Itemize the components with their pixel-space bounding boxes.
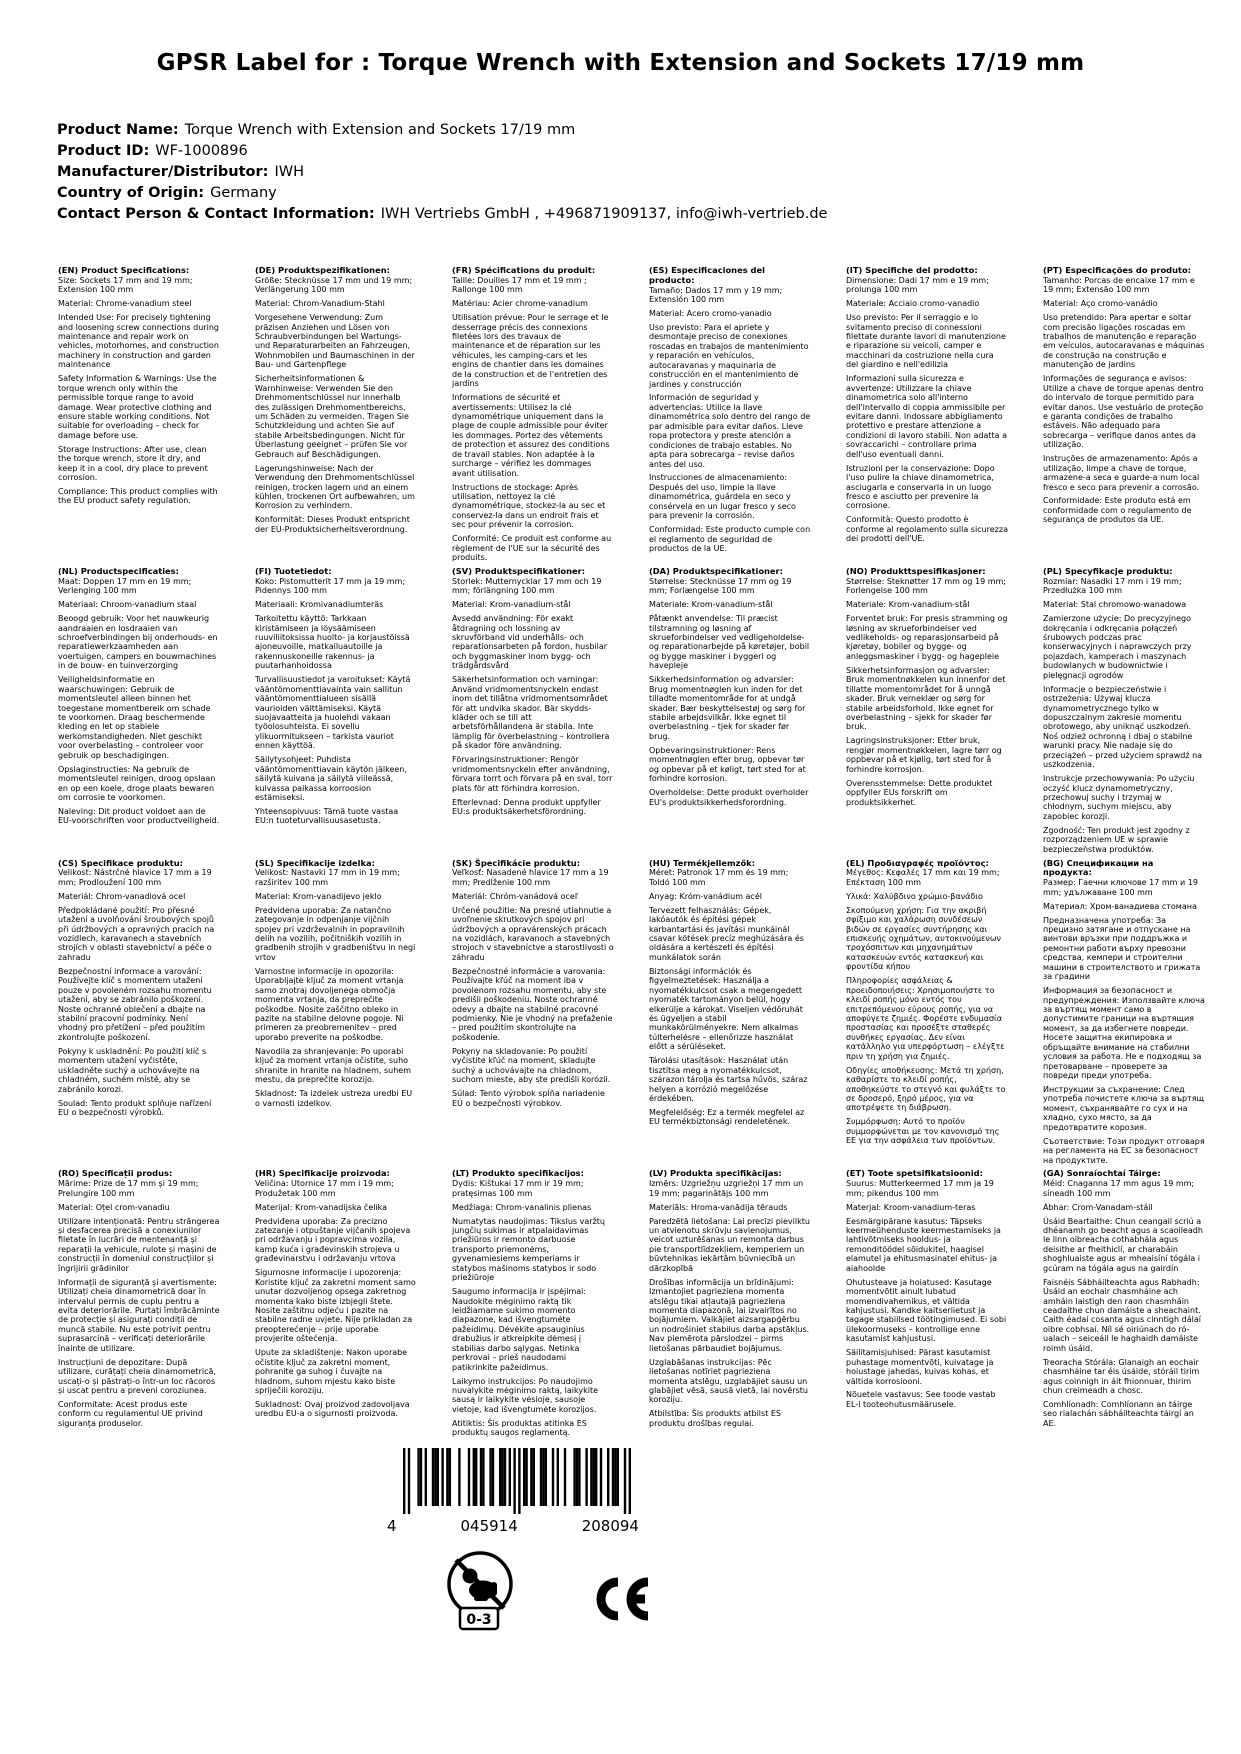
barcode-right-group: 208094	[581, 1517, 639, 1535]
spec-paragraph: Varnostne informacije in opozorila: Uporabljajte ključ za moment vrtanja samo znotraj dovoljenega območja momenta vrtanja, da preprečite poškodbe. Nosite zaščitno obleko in pazite na stabilne delovne pogoje. Ni primeren za preobremenitev – pred uporabo preverite na poškodbe.	[255, 966, 404, 1042]
age-warning-0-3-icon	[444, 1546, 516, 1646]
spec-block-ga	[1043, 1169, 1205, 1432]
spec-paragraph: Säilytysohjeet: Puhdista vääntömomenttiavain käytön jälkeen, säilytä kuivana ja säilytä viileässä, kuivassa paikassa korroosion estämiseksi.	[255, 755, 407, 802]
spec-paragraph: Zgodność: Ten produkt jest zgodny z rozporządzeniem UE w sprawie bezpieczeństwa produktów.	[1043, 825, 1190, 854]
spec-paragraph: Předpokládané použití: Pro přesné utažení a uvolňování šroubových spojů při údržbových a opravných pracích na vozidlech, karavanech a stavebních strojích v oblasti stavebnictví a péče o zahradu	[58, 905, 215, 962]
spec-block-bg	[1043, 859, 1205, 1170]
spec-block-es	[649, 266, 811, 558]
spec-paragraph: Istruzioni per la conservazione: Dopo l'uso pulire la chiave dinamometrica, asciugarla e conservarla in un luogo fresco e asciutto per prevenire la corrosione.	[846, 463, 995, 511]
spec-paragraph: Informations de sécurité et avertissements: Utilisez la clé dynamométrique uniquement dans la plage de couple admissible pour éviter les dommages. Portez des vêtements de protection et assurez des conditions de travail stables. Non adaptée à la surcharge – vérifiez les dommages avant utilisation.	[452, 393, 610, 478]
language-specs-grid	[58, 266, 1205, 1442]
spec-title: (RO) Specificații produs:	[58, 1168, 173, 1179]
spec-title: (PL) Specyfikacje produktu:	[1043, 566, 1173, 577]
spec-paragraph: Material: Chrom-Vanadium-Stahl	[255, 299, 385, 309]
spec-paragraph: Materiale: Krom-vanadium-stål	[649, 600, 773, 610]
spec-paragraph: Saugumo informacija ir įspėjimai: Naudokite mėginimo raktą tik leidžiamame sukimo momento diapazone, kad išvengtumėte pažeidimų. Dėvėkite apsauginius drabužius ir atkreipkite dėmesį į stabilias darbo sąlygas. Netinka perkrovai – prieš naudodami patikrinkite pažeidimus.	[452, 1287, 587, 1372]
spec-paragraph: Dimensione: Dadi 17 mm e 19 mm; prolunga 100 mm	[846, 275, 989, 295]
spec-block-fi	[255, 567, 417, 830]
spec-paragraph: Informazioni sulla sicurezza e avvertenze: Utilizzare la chiave dinamometrica solo all'interno dell'intervallo di coppia ammissibile per evitare danni. Indossare abbigliamento protettivo e prestare attenzione a condizioni di lavoro stabili. Non adatta a sovraccarichi – controllare prima dell'uso eventuali danni.	[846, 374, 1007, 459]
spec-paragraph: Mărime: Prize de 17 mm și 19 mm; Prelungire 100 mm	[58, 1179, 199, 1198]
spec-paragraph: Lagerungshinweise: Nach der Verwendung den Drehmomentschlüssel reinigen, trocken lagern und an einem kühlen, trockenen Ort aufbewahren, um Korrosion zu verhindern.	[255, 463, 415, 511]
product-name-value: Torque Wrench with Extension and Sockets 17/19 mm	[184, 122, 576, 138]
spec-block-hr	[255, 1169, 417, 1423]
spec-title: (DA) Produktspecifikationer:	[649, 566, 783, 577]
spec-paragraph: Conformitate: Acest produs este conform cu regulamentul UE privind siguranța produselor.	[58, 1399, 203, 1428]
spec-paragraph: Laikymo instrukcijos: Po naudojimo nuvalykite mėginimo raktą, laikykite sausą ir laikykite vėsioje, sausoje vietoje, kad išvengtumėte korozijos.	[452, 1376, 599, 1414]
spec-paragraph: Safety Information & Warnings: Use the torque wrench only within the permissible torque range to avoid damage. Wear protective clothing and ensure stable working conditions. Not suitable for overloading – check for damage before use.	[58, 374, 217, 440]
spec-paragraph: Förvaringsinstruktioner: Rengör vridmomentsnyckeln efter användning, förvara torrt och förvara på en sval, torr plats för att förhindra korrosion.	[452, 755, 613, 793]
spec-paragraph: Veličina: Utornice 17 mm i 19 mm; Produžetak 100 mm	[255, 1179, 394, 1198]
barcode-bars	[403, 1448, 631, 1514]
spec-block-pl	[1043, 567, 1205, 859]
spec-block-sv	[452, 567, 614, 821]
spec-block-ro	[58, 1169, 220, 1432]
spec-paragraph: Materiale: Acciaio cromo-vanadio	[846, 299, 980, 309]
contact-value: IWH Vertriebs GmbH , +496871909137, info@iwh-vertrieb.de	[380, 206, 828, 222]
spec-paragraph: Navodila za shranjevanje: Po uporabi ključ za moment vrtanja očistite, suho shranite in hranite na hladnem, suhem mestu, da preprečite korozijo.	[255, 1046, 411, 1085]
spec-paragraph: Materiál: Chrom-vanadiová ocel	[58, 891, 186, 901]
spec-paragraph: Material: Chrome-vanadium steel	[58, 299, 192, 309]
spec-paragraph: Atbilstība: Šis produkts atbilst ES produktu drošības regulai.	[649, 1409, 782, 1428]
spec-paragraph: Vorgesehene Verwendung: Zum präzisen Anziehen und Lösen von Schraubverbindungen bei Wartungs- und Reparaturarbeiten an Fahrzeugen, Wohnmobilen und Baumaschinen in der Bau- und Gartenpflege	[255, 313, 415, 370]
spec-paragraph: Instrukcje przechowywania: Po użyciu oczyść klucz dynamometryczny, przechowuj suchy i trzymaj w chłodnym, suchym miejscu, aby zapobiec korozji.	[1043, 774, 1195, 821]
spec-paragraph: Overholdelse: Dette produkt overholder EU's produktsikkerhedsforordning.	[649, 788, 809, 807]
origin-label: Country of Origin:	[57, 185, 205, 201]
product-id-value: WF-1000896	[155, 143, 248, 159]
spec-paragraph: Veiligheidsinformatie en waarschuwingen: Gebruik de momentsleutel alleen binnen het toegestane momentbereik om schade te voorkomen. Draag beschermende kleding en let op stabiele werkomstandigheden. Niet geschikt voor overbelasting – controleer voor gebruik op beschadigingen.	[58, 675, 211, 760]
contact-row	[57, 204, 827, 225]
spec-paragraph: Tamaño: Dados 17 mm y 19 mm; Extensión 100 mm	[649, 285, 783, 304]
spec-paragraph: Utilisation prévue: Pour le serrage et le desserrage précis des connexions filetées lors des travaux de maintenance et de réparation sur les véhicules, les camping-cars et les engins de chantier dans les domaines de la construction et de l'entretien des jardins	[452, 313, 609, 389]
spec-paragraph: Material: Acero cromo-vanadio	[649, 308, 772, 318]
spec-paragraph: Velikost: Nástrčné hlavice 17 mm a 19 mm; Prodloužení 100 mm	[58, 868, 212, 887]
spec-paragraph: Méret: Patronok 17 mm és 19 mm; Toldó 100 mm	[649, 868, 789, 887]
spec-paragraph: Инструкции за съхранение: След употреба почистете ключа за въртящ момент, съхранявайте го сух и на хладно, сухо място, за да предотвратите корозия.	[1043, 1084, 1205, 1132]
spec-block-da	[649, 567, 811, 811]
spec-paragraph: Säilitamisjuhised: Pärast kasutamist puhastage momentvõti, kuivatage ja hoiustage jahedas, kuivas kohas, et vältida korrosiooni.	[846, 1348, 994, 1386]
spec-paragraph: Materiał: Stal chromowo-wanadowa	[1043, 600, 1187, 610]
spec-paragraph: Tervezett felhasználás: Gépek, lakóautók és építési gépek karbantartási és javítási munkáinál csavar kötések precíz meghúzására és oldására a kertészeti és építési munkálatok során	[649, 905, 804, 962]
spec-paragraph: Σκοπούμενη χρήση: Για την ακριβή σφίξιμο και χαλάρωση συνδέσεων βιδών σε εργασίες συντήρησης και επισκευής οχημάτων, αυτοκινούμενων τροχόσπιτων και μηχανημάτων κατασκευών εντός κατασκευή και φροντίδα κήπου	[846, 905, 1001, 972]
spec-paragraph: Sikkerhetsinformasjon og advarsler: Bruk momentnøkkelen kun innenfor det tillatte momentområdet for å unngå skader. Bruk verneklær og sørg for stabile arbeidsforhold. Ikke egnet for overbelastning – sjekk for skader før bruk.	[846, 665, 1006, 732]
spec-paragraph: Konformität: Dieses Produkt entspricht der EU-Produktsicherheitsverordnung.	[255, 515, 410, 534]
spec-title: (GA) Sonraíochtaí Táirge:	[1043, 1168, 1161, 1179]
spec-paragraph: Pokyny na skladovanie: Po použití vyčistite kľúč na moment, skladujte suchý a uchovávajte na chladnom, suchom mieste, aby ste predišli korózii.	[452, 1046, 611, 1085]
origin-value: Germany	[210, 185, 277, 201]
spec-title: (FR) Spécifications du produit:	[452, 265, 596, 275]
spec-title: (ET) Toote spetsifikatsioonid:	[846, 1168, 983, 1179]
spec-paragraph: Forventet bruk: For presis stramming og løsning av skrueforbindelser ved vedlikeholds- og reparasjonsarbeid på kjøretøy, bobiler og bygge- og anleggsmaskiner i bygg- og hagepleie	[846, 614, 1008, 661]
spec-paragraph: Intended Use: For precisely tightening and loosening screw connections during maintenance and repair work on vehicles, motorhomes, and construction machinery in construction and garden maintenance	[58, 313, 219, 370]
manufacturer-label: Manufacturer/Distributor:	[57, 164, 269, 180]
barcode-lead-digit: 4	[387, 1517, 397, 1535]
spec-paragraph: Maat: Doppen 17 mm en 19 mm; Verlenging 100 mm	[58, 576, 192, 596]
spec-paragraph: Eesmärgipärane kasutus: Täpseks keermeühenduste keermestamiseks ja lahtivõtmiseks hooldus- ja remonditöödel sõidukitel, haagisel elamutel ja ehitusmasinatel ehitus- ja aiahoolde	[846, 1216, 1001, 1273]
spec-paragraph: Предназначена употреба: За прецизно затягане и отпускане на винтови връзки при поддръжка и ремонтни работи върху превозни средства, кемпери и строителни машини в строителството и грижата за градини	[1043, 915, 1201, 982]
spec-paragraph: Material: Aço cromo-vanádio	[1043, 299, 1158, 309]
spec-paragraph: Utilizare intenționată: Pentru strângerea și desfacerea precisă a conexiunilor filetate în lucrări de mentenanță și reparații la vehicule, rulote și mașini de construcții în domeniul construcțiilor și îngrijirii grădinilor	[58, 1216, 220, 1273]
ce-mark-icon	[589, 1574, 651, 1628]
spec-paragraph: Информация за безопасност и предупреждения: Използвайте ключа за въртящ момент само в допустимите граници на въртящия момент, за да избегнете повреди. Носете защитна екипировка и обръщайте внимание на стабилни условия за работа. Не е подходящ за претоварване – проверете за повреди преди употреба.	[1043, 986, 1205, 1080]
spec-paragraph: Material: Krom-vanadium-stål	[452, 600, 571, 610]
spec-block-it	[846, 266, 1008, 548]
spec-paragraph: Úsáid Beartaithe: Chun ceangail scriú a dhéanamh go beacht agus a scaoileadh le linn oibreacha cothabhála agus deisithe ar fheithiclí, ar charabáin shoghluaiste agus ar mheaisíní tógála i gcúram na tógála agus na gairdín	[1043, 1216, 1203, 1273]
spec-paragraph: Materiál: Chróm-vanádová oceľ	[452, 891, 578, 901]
spec-paragraph: Съответствие: Този продукт отговаря на регламента на ЕС за безопасност на продуктите.	[1043, 1136, 1205, 1165]
spec-paragraph: Información de seguridad y advertencias: Utilice la llave dinamométrica solo dentro del rango de par admisible para evitar daños. Lleve ropa protectora y preste atención a condiciones de trabajo estables. No apta para sobrecarga – revise daños antes del uso.	[649, 393, 811, 469]
spec-paragraph: Opslaginstructies: Na gebruik de momentsleutel reinigen, droog opslaan en op een koele, droge plaats bewaren om corrosie te voorkomen.	[58, 764, 216, 802]
spec-paragraph: Storlek: Mutternycklar 17 mm och 19 mm; förlängning 100 mm	[452, 576, 602, 596]
spec-paragraph: Dydis: Kištukai 17 mm ir 19 mm; pratęsimas 100 mm	[452, 1179, 584, 1198]
spec-paragraph: Veľkosť: Nasadené hlavice 17 mm a 19 mm; Predĺženie 100 mm	[452, 868, 609, 887]
spec-paragraph: Materiaal: Chroom-vanadium staal	[58, 600, 197, 610]
spec-title: (SK) Špecifikácie produktu:	[452, 857, 581, 868]
spec-paragraph: Sigurnosne informacije i upozorenja: Koristite ključ za zakretni moment samo unutar dozvoljenog opsega zakretnog momenta kako biste izbjegli štete. Nosite zaštitnu odjeću i pazite na stabilne radne uvjete. Nije prikladan za preopterećenje – prije uporabe provjerite oštećenja.	[255, 1268, 416, 1344]
spec-paragraph: Größe: Stecknüsse 17 mm und 19 mm; Verlängerung 100 mm	[255, 275, 413, 295]
product-info-block	[57, 120, 827, 225]
spec-paragraph: Anyag: Króm-vanádium acél	[649, 891, 762, 901]
spec-paragraph: Tárolási utasítások: Használat után tisztítsa meg a nyomatékkulcsot, szárazon tárolja és tartsa hűvös, száraz helyen a korrózió megelőzése érdekében.	[649, 1056, 808, 1104]
product-name-label: Product Name:	[57, 122, 179, 138]
barcode-left-group: 045914	[460, 1517, 518, 1535]
origin-row	[57, 183, 827, 204]
spec-paragraph: Atitiktis: Šis produktas atitinka ES produktų saugos reglamentą.	[452, 1418, 587, 1438]
spec-title: (EN) Product Specifications:	[58, 265, 190, 275]
spec-paragraph: Koko: Pistomutterit 17 mm ja 19 mm; Pidennys 100 mm	[255, 576, 406, 596]
spec-title: (IT) Specifiche del prodotto:	[846, 265, 978, 275]
spec-paragraph: Størrelse: Steknøtter 17 mm og 19 mm; Forlengelse 100 mm	[846, 576, 1006, 596]
spec-paragraph: Uso previsto: Per il serraggio e lo svitamento preciso di connessioni filettate durante lavori di manutenzione e riparazione su veicoli, camper e macchinari da costruzione nella cura del giardino e nell'edilizia	[846, 313, 1006, 370]
spec-title: (PT) Especificações do produto:	[1043, 265, 1191, 275]
spec-paragraph: Размер: Гаечни ключове 17 mm и 19 mm; удължаване 100 mm	[1043, 878, 1198, 897]
spec-title: (SL) Specifikacije izdelka:	[255, 857, 375, 868]
spec-block-sl	[255, 859, 417, 1113]
spec-paragraph: Instructions de stockage: Après utilisation, nettoyez la clé dynamométrique, stockez-la au sec et conservez-la dans un endroit frais et sec pour prévenir la corrosion.	[452, 482, 606, 530]
manufacturer-value: IWH	[274, 164, 304, 180]
spec-title: (EL) Προδιαγραφές προϊόντος:	[846, 857, 989, 868]
spec-paragraph: Overensstemmelse: Dette produktet oppfyller EUs forskrift om produktsikkerhet.	[846, 778, 993, 807]
spec-paragraph: Beoogd gebruik: Voor het nauwkeurig aandraaien en losdraaien van schroefverbindingen bij onderhouds- en reparatiewerkzaamheden aan voertuigen, campers en bouwmachines in de bouw- en tuinverzorging	[58, 614, 218, 671]
spec-paragraph: Conformidad: Este producto cumple con el reglamento de seguridad de productos de la UE.	[649, 525, 811, 553]
spec-block-de	[255, 266, 417, 539]
spec-block-et	[846, 1169, 1008, 1413]
spec-paragraph: Materjal: Kroom-vanadium-teras	[846, 1202, 976, 1212]
spec-paragraph: Οδηγίες αποθήκευσης: Μετά τη χρήση, καθαρίστε το κλειδί ροπής, αποθηκεύστε το στεγνό και φυλάξτε το σε δροσερό, ξηρό μέρος, για να αποτρέψετε τη διάβρωση.	[846, 1065, 1006, 1113]
ean-barcode	[387, 1448, 639, 1535]
spec-block-sk	[452, 859, 614, 1113]
spec-paragraph: Rozmiar: Nasadki 17 mm i 19 mm; Przedłużka 100 mm	[1043, 576, 1182, 596]
page-title: GPSR Label for : Torque Wrench with Extension and Sockets 17/19 mm	[156, 50, 1085, 76]
spec-paragraph: Efterlevnad: Denna produkt uppfyller EU:s produktsäkerhetsförordning.	[452, 797, 601, 816]
spec-paragraph: Πληροφορίες ασφάλειας & προειδοποιήσεις: Χρησιμοποιήστε το κλειδί ροπής μόνο εντός του επιτρεπόμενου εύρους ροπής, για να αποφύγετε ζημιές. Φορέστε ενδυμασία προστασίας και προσέξτε σταθερές συνθήκες εργασίας. Δεν είναι κατάλληλο για υπερφόρτωση – ελέγξτε πριν τη χρήση για ζημιές.	[846, 976, 1005, 1061]
spec-paragraph: Conformità: Questo prodotto è conforme al regolamento sulla sicurezza dei prodotti dell'UE.	[846, 515, 1008, 544]
spec-paragraph: Size: Sockets 17 mm and 19 mm; Extension 100 mm	[58, 275, 193, 295]
spec-title: (NO) Produkttspesifikasjoner:	[846, 566, 986, 577]
manufacturer-row	[57, 162, 827, 183]
spec-block-nl	[58, 567, 220, 830]
spec-block-lt	[452, 1169, 614, 1442]
spec-paragraph: Taille: Douilles 17 mm et 19 mm ; Rallonge 100 mm	[452, 275, 587, 295]
spec-paragraph: Comhlíonadh: Comhlíonann an táirge seo rialachán sábháilteachta táirgí an AE.	[1043, 1399, 1194, 1428]
spec-paragraph: Paredzētā lietošana: Lai precīzi pievilktu un atvienotu skrūvju savienojumus, veicot uzturēšanas un remonta darbus pie transportlīdzekļiem, kemperiem un būvtehnikas iekārtām būvniecībā un dārzkopībā	[649, 1216, 810, 1273]
spec-paragraph: Informações de segurança e avisos: Utilize a chave de torque apenas dentro do intervalo de torque permitido para evitar danos. Use vestuário de proteção e garanta condições de trabalho estáveis. Não adequado para sobrecarga – verifique danos antes da utilização.	[1043, 374, 1204, 450]
spec-paragraph: Conformidade: Este produto está em conformidade com o regulamento de segurança de produtos da UE.	[1043, 496, 1192, 525]
spec-paragraph: Uzglabāšanas instrukcijas: Pēc lietošanas notīriet pagrieziena momenta atslēgu, uzglabājiet sausu un glabājiet vēsā, sausā vietā, lai novērstu koroziju.	[649, 1357, 808, 1405]
spec-paragraph: Súlad: Tento výrobok spĺňa nariadenie EÚ o bezpečnosti výrobkov.	[452, 1089, 605, 1108]
spec-paragraph: Материал: Хром-ванадиева стомана	[1043, 901, 1197, 911]
spec-paragraph: Bezpečnostní informace a varování: Používejte klíč s momentem utažení pouze v povoleném rozsahu momentu utažení, aby se zabránilo poškození. Noste ochranné oblečení a dbajte na stabilní pracovní podmínky. Není vhodný pro přetížení – před použitím zkontrolujte poškození.	[58, 966, 212, 1042]
spec-paragraph: Drošības informācija un brīdinājumi: Izmantojiet pagrieziena momenta atslēgu tikai atļautajā pagrieziena momenta diapazonā, lai izvairītos no bojājumiem. Valkājiet aizsargapģērbu un nodrošiniet stabilus darba apstākļus. Nav piemērota pārslodzei – pirms lietošanas pārbaudiet bojājumus.	[649, 1277, 810, 1353]
spec-paragraph: Turvallisuustiedot ja varoitukset: Käytä vääntömomenttiavainta vain sallitun vääntömomenttialueen sisällä vaurioiden välttämiseksi. Käytä suojavaatteita ja huolehdi vakaan työolosuhteista. Ei sovellu ylikuormitukseen – tarkista vauriot ennen käyttöä.	[255, 675, 411, 751]
spec-paragraph: Storage Instructions: After use, clean the torque wrench, store it dry, and keep it in a cool, dry place to prevent corrosion.	[58, 444, 208, 483]
spec-paragraph: Conformité: Ce produit est conforme au règlement de l'UE sur la sécurité des produits.	[452, 534, 612, 563]
spec-paragraph: Instrucciones de almacenamiento: Después del uso, limpie la llave dinamométrica, guárdela en seco y consérvela en un lugar fresco y seco para prevenir la corrosión.	[649, 473, 796, 521]
spec-paragraph: Materiaali: Kromivanadiumteräs	[255, 600, 384, 610]
spec-paragraph: Lagringsinstruksjoner: Etter bruk, rengjør momentnøkkelen, lagre tørr og oppbevar på et kjølig, tørt sted for å forhindre korrosjon.	[846, 736, 1002, 774]
spec-paragraph: Uso previsto: Para el apriete y desmontaje preciso de conexiones roscadas en trabajos de mantenimiento y reparación en vehículos, autocaravanas y maquinaria de construcción en el mantenimiento de jardines y construcción	[649, 322, 809, 389]
spec-paragraph: Størrelse: Stecknüsse 17 mm og 19 mm; Forlængelse 100 mm	[649, 576, 792, 596]
spec-paragraph: Matériau: Acier chrome-vanadium	[452, 299, 588, 309]
spec-paragraph: Material: Oțel crom-vanadiu	[58, 1202, 170, 1212]
spec-paragraph: Uso pretendido: Para apertar e soltar com precisão ligações roscadas em trabalhos de manutenção e reparação em veículos, autocaravanas e máquinas de construção na construção e manutenção de jardins	[1043, 313, 1205, 370]
spec-paragraph: Säkerhetsinformation och varningar: Använd vridmomentsnyckeln endast inom det tillåtna vridmomentsområdet för att undvika skador. Bär skydds-kläder och se till att arbetsförhållandena är stabila. Inte lämplig för överbelastning – kontrollera på skador före användning.	[452, 675, 610, 751]
spec-paragraph: Opbevaringsinstruktioner: Rens momentnøglen efter brug, opbevar tør og opbevar på et køligt, tørt sted for at forhindre korrosion.	[649, 745, 806, 784]
spec-paragraph: Material: Krom-vanadijevo jeklo	[255, 891, 382, 901]
spec-paragraph: Υλικά: Χαλύβδινο χρώμιο-βανάδιο	[846, 891, 983, 901]
product-name-row	[57, 120, 827, 141]
spec-paragraph: Biztonsági információk és figyelmeztetések: Használja a nyomatékkulcsot csak a megengedett nyomaték tartományon belül, hogy elkerülje a károkat. Viseljen védőruhát és ügyeljen a stabil munkakörülményekre. Nem alkalmas túlterhelésre – ellenőrizze használat előtt a sérüléseket.	[649, 966, 803, 1052]
spec-paragraph: Izmērs: Uzgriežņu uzgriežņi 17 mm un 19 mm; pagarinātājs 100 mm	[649, 1179, 804, 1198]
spec-paragraph: Μέγεθος: Κεφαλές 17 mm και 19 mm; Επέκταση 100 mm	[846, 868, 1000, 887]
spec-block-lv	[649, 1169, 811, 1432]
spec-paragraph: Tamanho: Porcas de encaixe 17 mm e 19 mm; Extensão 100 mm	[1043, 275, 1195, 295]
spec-paragraph: Naleving: Dit product voldoet aan de EU-voorschriften voor productveiligheid.	[58, 806, 220, 826]
spec-paragraph: Informacje o bezpieczeństwie i ostrzeżenia: Używaj klucza dynamometrycznego tylko w dopuszczalnym zakresie momentu obrotowego, aby uniknąć uszkodzeń. Noś odzież ochronną i dbaj o stabilne warunki pracy. Nie nadaje się do przeciążeń – przed użyciem sprawdź na uszkodzenia.	[1043, 684, 1203, 770]
spec-paragraph: Medžiaga: Chrom-vanalinis plienas	[452, 1202, 592, 1212]
product-id-label: Product ID:	[57, 143, 150, 159]
spec-paragraph: Upute za skladištenje: Nakon uporabe očistite ključ za zakretni moment, pohranite ga suhog i čuvajte na hladnom, suhom mjestu kako biste spriječili koroziju.	[255, 1348, 408, 1395]
spec-paragraph: Συμμόρφωση: Αυτό το προϊόν συμμορφώνεται με τον κανονισμό της ΕΕ για την ασφάλεια των προϊόντων.	[846, 1117, 1000, 1146]
spec-paragraph: Materijal: Krom-vanadijska čelika	[255, 1202, 388, 1212]
spec-block-fr	[452, 266, 614, 567]
contact-label: Contact Person & Contact Information:	[57, 206, 375, 222]
spec-paragraph: Soulad: Tento produkt splňuje nařízení EU o bezpečnosti výrobků.	[58, 1098, 212, 1117]
spec-paragraph: Suurus: Mutterkeermed 17 mm ja 19 mm; pikendus 100 mm	[846, 1179, 994, 1198]
spec-paragraph: Predviđena uporaba: Za precizno zatezanje i otpuštanje vijčanih spojeva pri održavanju i popravcima vozila, kamp kuća i građevinskih strojeva u građevinarstvu i održavanju vrtova	[255, 1216, 411, 1264]
spec-paragraph: Ábhar: Crom-Vanadam-stáil	[1043, 1202, 1153, 1212]
spec-paragraph: Faisnéis Sábháilteachta agus Rabhadh: Úsáid an eochair chasmháine ach amháin laistigh den raon chasmháin ceadaithe chun damáiste a sheachaint. Caith éadaí cosanta agus cinntigh dálaí oibre cobhsaí. Níl sé oiriúnach do ró-ualach – seiceáil le haghaidh damáiste roimh úsáid.	[1043, 1277, 1201, 1353]
spec-paragraph: Predvidena uporaba: Za natančno zategovanje in odpenjanje vijčnih spojev pri vzdrževalnih in popravilnih delih na vozilih, počitniških vozilih in gradbenih strojih v gradbeništvu in negi vrtov	[255, 905, 416, 962]
spec-title: (BG) Спецификации на продукта:	[1043, 857, 1154, 878]
spec-title: (CS) Specifikace produktu:	[58, 857, 183, 868]
spec-paragraph: Informații de siguranță și avertismente: Utilizați cheia dinamometrică doar în intervalul permis de cuplu pentru a evita deteriorările. Purtați îmbrăcăminte de protecție și asigurați condiții de muncă stabile. Nu este potrivit pentru suprasarcină – verificați deteriorările înainte de utilizare.	[58, 1277, 220, 1353]
spec-paragraph: Určené použitie: Na presné utiahnutie a uvoľnenie skrutkových spojov pri údržbových a opravárenských prácach na vozidlách, karavanoch a stavebných strojoch v stavebníctve a starostlivosti o záhradu	[452, 905, 614, 962]
spec-paragraph: Materiale: Krom-vanadium-stål	[846, 600, 970, 610]
spec-paragraph: Compliance: This product complies with the EU product safety regulation.	[58, 487, 218, 506]
spec-block-cs	[58, 859, 220, 1122]
spec-title: (SV) Produktspecifikationer:	[452, 566, 586, 577]
spec-paragraph: Megfelelőség: Ez a termék megfelel az EU termékbiztonsági rendeletének.	[649, 1107, 805, 1127]
spec-title: (LV) Produkta specifikācijas:	[649, 1168, 782, 1179]
spec-block-en	[58, 266, 220, 510]
spec-paragraph: Numatytas naudojimas: Tikslus varžtų jungčių sukimas ir atpalaidavimas priežiūros ir remonto darbuose transporto priemonėms, gyvenamiesiems kemperiams ir statybos mašinoms statybos ir sodo priežiūroje	[452, 1216, 605, 1283]
spec-paragraph: Instrucțiuni de depozitare: După utilizare, curățați cheia dinamometrică, uscați-o și păstrați-o într-un loc răcoros și uscat pentru a preveni coroziunea.	[58, 1357, 216, 1395]
spec-title: (HU) Termékjellemzők:	[649, 857, 756, 868]
spec-paragraph: Avsedd användning: För exakt åtdragning och lossning av skruvförband vid underhålls- och reparationsarbeten på fordon, husbilar och byggmaskiner inom bygg- och trädgårdsvård	[452, 614, 608, 671]
spec-title: (HR) Specifikacije proizvoda:	[255, 1168, 390, 1179]
spec-block-hu	[649, 859, 811, 1132]
spec-title: (DE) Produktspezifikationen:	[255, 265, 390, 275]
spec-paragraph: Instruções de armazenamento: Após a utilização, limpe a chave de torque, armazene-a seca e guarde-a num local fresco e seco para prevenir a corrosão.	[1043, 454, 1200, 492]
spec-paragraph: Ohutusteave ja hoiatused: Kasutage momentvõtit ainult lubatud momendivahemikus, et vältida kahjustusi. Kandke kaitseriietust ja tagage stabiilsed töötingimused. Ei sobi ülekoormuseks – kontrollige enne kasutamist kahjustusi.	[846, 1277, 1007, 1344]
spec-paragraph: Treoracha Stórála: Glanaigh an eochair chasmháine tar éis úsáide, stóráil tirim agus coinnigh in áit fhionnuar, thirim chun creimeadh a chosc.	[1043, 1357, 1200, 1395]
spec-paragraph: Påtænkt anvendelse: Til præcist tilstramning og løsning af skrueforbindelser ved vedligeholdelse- og reparationarbejde på køretøjer, bobil og bygge maskiner i byggeri og havepleje	[649, 614, 810, 671]
spec-title: (NL) Productspecificaties:	[58, 566, 179, 577]
spec-paragraph: Pokyny k uskladnění: Po použití klíč s momentem utažení vyčistěte, uskladněte suchý a uchovávejte na chladném, suchém místě, aby se zabránilo korozi.	[58, 1046, 207, 1094]
spec-paragraph: Sikkerhedsinformation og advarsler: Brug momentnøglen kun inden for det tilladte momentområde for at undgå skader. Bær beskyttelsestøj og sørg for stabile arbejdsvilkår. Ikke egnet til overbelastning – tjek for skader før brug.	[649, 675, 806, 741]
spec-title: (ES) Especificaciones del producto:	[649, 265, 765, 285]
spec-paragraph: Méid: Cnaganna 17 mm agus 19 mm; síneadh 100 mm	[1043, 1179, 1195, 1198]
spec-paragraph: Sukladnost: Ovaj proizvod zadovoljava uredbu EU-a o sigurnosti proizvoda.	[255, 1399, 410, 1419]
spec-title: (FI) Tuotetiedot:	[255, 566, 332, 577]
spec-paragraph: Velikost: Nastavki 17 mm in 19 mm; razširitev 100 mm	[255, 868, 400, 887]
spec-paragraph: Materiāls: Hroma-vanādija tērauds	[649, 1202, 788, 1212]
spec-block-no	[846, 567, 1008, 811]
spec-paragraph: Tarkoitettu käyttö: Tarkkaan kiristämiseen ja löysäämiseen ruuviliitoksissa huolto- ja korjaustöissä ajoneuvoille, matkailuautoille ja rakennuskoneille rakennus- ja puutarhanhoidossa	[255, 614, 410, 671]
spec-paragraph: Nõuetele vastavus: See toode vastab EL-i tooteohutusmäärusele.	[846, 1390, 996, 1409]
spec-paragraph: Zamierzone użycie: Do precyzyjnego dokręcania i odkręcania połączeń śrubowych podczas prac konserwacyjnych i naprawczych przy pojazdach, kamperach i maszynach budowlanych w budownictwie i pielęgnacji ogrodów	[1043, 614, 1192, 680]
spec-block-el	[846, 859, 1008, 1151]
spec-paragraph: Bezpečnostné informácie a varovania: Používajte kľúč na moment iba v povolenom rozsahu momentu, aby ste predišli poškodeniu. Noste ochranné odevy a dbajte na stabilné pracovné podmienky. Nie je vhodný na preťaženie – pred použitím skontrolujte na poškodenie.	[452, 966, 613, 1042]
spec-paragraph: Skladnost: Ta izdelek ustreza uredbi EU o varnosti izdelkov.	[255, 1089, 413, 1108]
spec-block-pt	[1043, 266, 1205, 529]
spec-paragraph: Yhteensopivuus: Tämä tuote vastaa EU:n tuoteturvallisuusasetusta.	[255, 806, 399, 826]
spec-paragraph: Sicherheitsinformationen & Warnhinweise: Verwenden Sie den Drehmomentschlüssel nur innerhalb des zulässigen Drehmomentbereichs, um Schäden zu vermeiden. Tragen Sie Schutzkleidung und achten Sie auf stabile Arbeitsbedingungen. Nicht für Überlastung geeignet – prüfen Sie vor Gebrauch auf Beschädigungen.	[255, 374, 409, 459]
spec-title: (LT) Produkto specifikacijos:	[452, 1168, 584, 1179]
barcode-digits	[387, 1517, 639, 1535]
product-id-row	[57, 141, 827, 162]
age-warning-text: 0-3	[466, 1612, 492, 1628]
